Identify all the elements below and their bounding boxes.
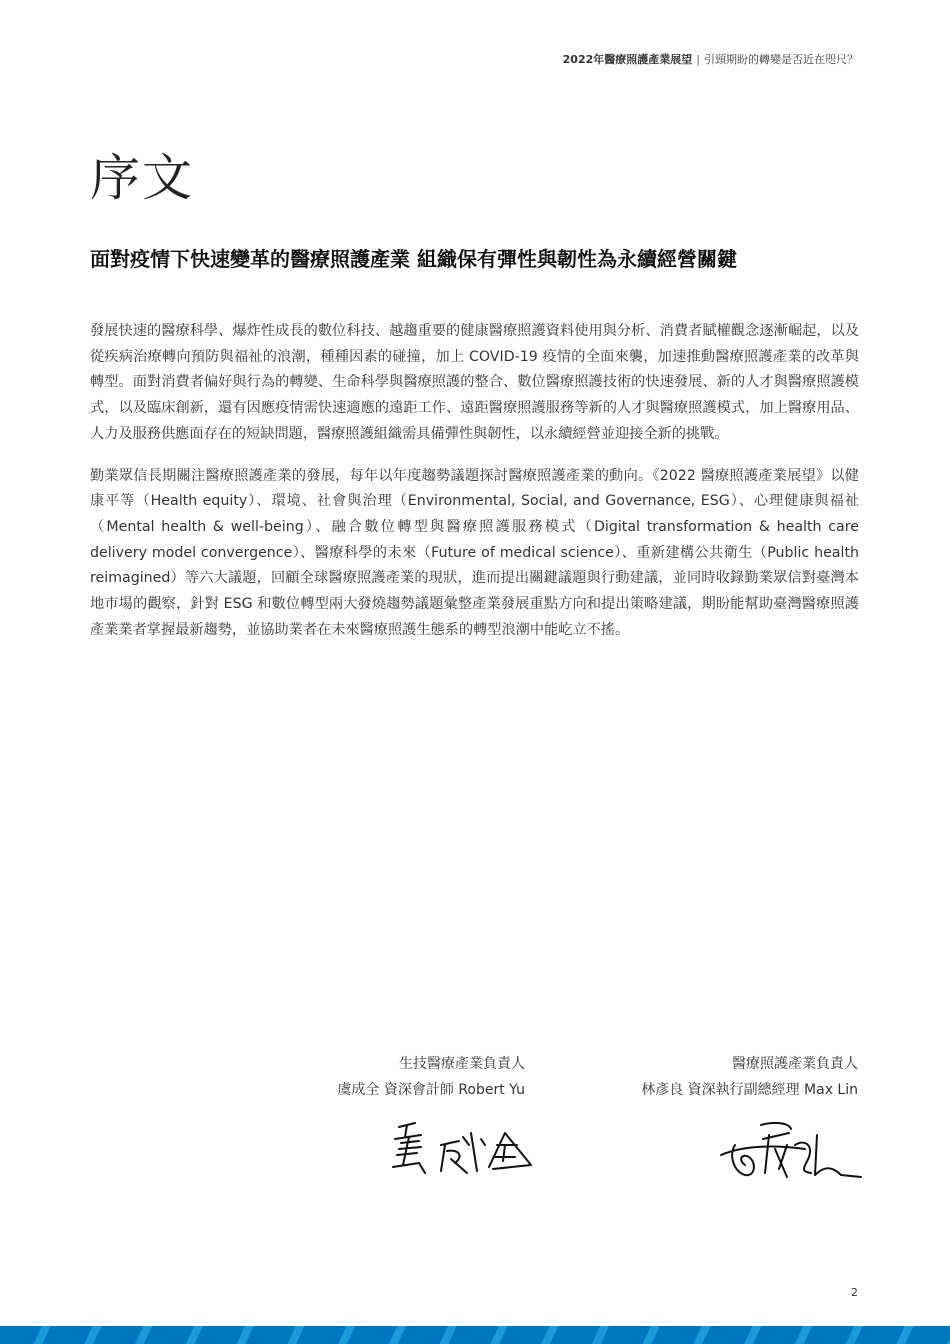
header-separator: | xyxy=(696,53,700,66)
body-text xyxy=(90,319,859,659)
running-header xyxy=(563,51,858,67)
signatory-right xyxy=(641,1051,858,1103)
header-report-title: 2022年醫療照護產業展望 xyxy=(562,53,693,66)
paragraph-1: 發展快速的醫療科學、爆炸性成長的數位科技、越趨重要的健康醫療照護資料使用與分析、消費者賦權觀念逐漸崛起，以及從疾病治療轉向預防與福祉的浪潮，種種因素的碰撞，加上 COVID-19 疫情的全面來襲，加速推動醫療照護產業的改革與轉型。面對消費者偏好與行為的轉變、生命科學與醫療照護的整合、數位醫療照護技術的快速發展、新的人才與醫療照護模式，以及臨床創新，還有因應疫情需快速適應的遠距工作、遠距醫療照護服務等新的人才與醫療照護模式，加上醫療用品、人力及服務供應面存在的短缺問題，醫療照護組織需具備彈性與韌性，以永續經營並迎接全新的挑戰。 xyxy=(90,323,859,442)
signatory-left-name: 虞成全 資深會計師 Robert Yu xyxy=(337,1082,525,1098)
page-number: 2 xyxy=(851,1286,858,1299)
page-title: 序文 xyxy=(90,149,194,207)
header-report-subtitle: 引頸期盼的轉變是否近在咫尺？ xyxy=(704,53,858,66)
signatory-left xyxy=(337,1051,525,1103)
signature-right-icon xyxy=(715,1115,865,1189)
signatory-right-role: 醫療照護產業負責人 xyxy=(732,1056,858,1072)
signatory-left-role: 生技醫療產業負責人 xyxy=(399,1056,525,1072)
signatory-right-name: 林彥良 資深執行副總經理 Max Lin xyxy=(641,1082,858,1098)
signature-left-icon xyxy=(385,1115,535,1189)
paragraph-2: 勤業眾信長期關注醫療照護產業的發展，每年以年度趨勢議題探討醫療照護產業的動向。《2022 醫療照護產業展望》以健康平等（Health equity）、環境、社會與治理（Environmental, Social, and Governance, ESG）、心理健康與福祉（Mental health & well-being）、融合數位轉型與醫療照護服務模式（Digital transformation & health care delivery model convergence）、醫療科學的未來（Future of medical science）、重新建構公共衛生（Public health reimagined）等六大議題，回顧全球醫療照護產業的現狀，進而提出關鍵議題與行動建議，並同時收錄勤業眾信對臺灣本地市場的觀察，針對 ESG 和數位轉型兩大發燒趨勢議題彙整產業發展重點方向和提出策略建議，期盼能幫助臺灣醫療照護產業業者掌握最新趨勢，並協助業者在未來醫療照護生態系的轉型浪潮中能屹立不搖。 xyxy=(90,467,859,638)
section-heading: 面對疫情下快速變革的醫療照護產業 組織保有彈性與韌性為永續經營關鍵 xyxy=(90,247,737,271)
footer-stripe-bar xyxy=(0,1326,950,1344)
